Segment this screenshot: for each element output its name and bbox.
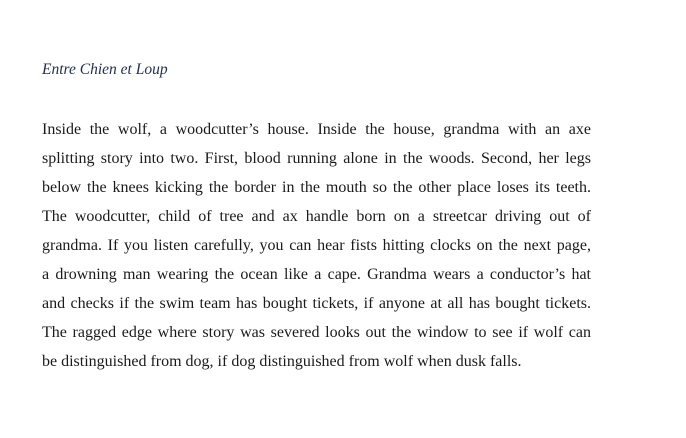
poem-line: grandma. If you listen carefully, you can hear fists hitting clocks on the next page, — [42, 237, 591, 254]
poem-line: and checks if the swim team has bought tickets, if anyone at all has bought tickets. — [42, 295, 591, 312]
poem-line: The woodcutter, child of tree and ax handle born on a streetcar driving out of — [42, 208, 591, 225]
poem-title: Entre Chien et Loup — [42, 61, 168, 78]
poem-line: Inside the wolf, a woodcutter’s house. Inside the house, grandma with an axe — [42, 121, 591, 138]
poem-line: splitting story into two. First, blood running alone in the woods. Second, her legs — [42, 150, 591, 167]
poem-line: The ragged edge where story was severed looks out the window to see if wolf can — [42, 324, 591, 341]
poem-line: a drowning man wearing the ocean like a cape. Grandma wears a conductor’s hat — [42, 266, 591, 283]
poem-line: below the knees kicking the border in the mouth so the other place loses its teeth. — [42, 179, 591, 196]
poem-line: be distinguished from dog, if dog distinguished from wolf when dusk falls. — [42, 353, 522, 370]
poem-body — [42, 118, 591, 379]
